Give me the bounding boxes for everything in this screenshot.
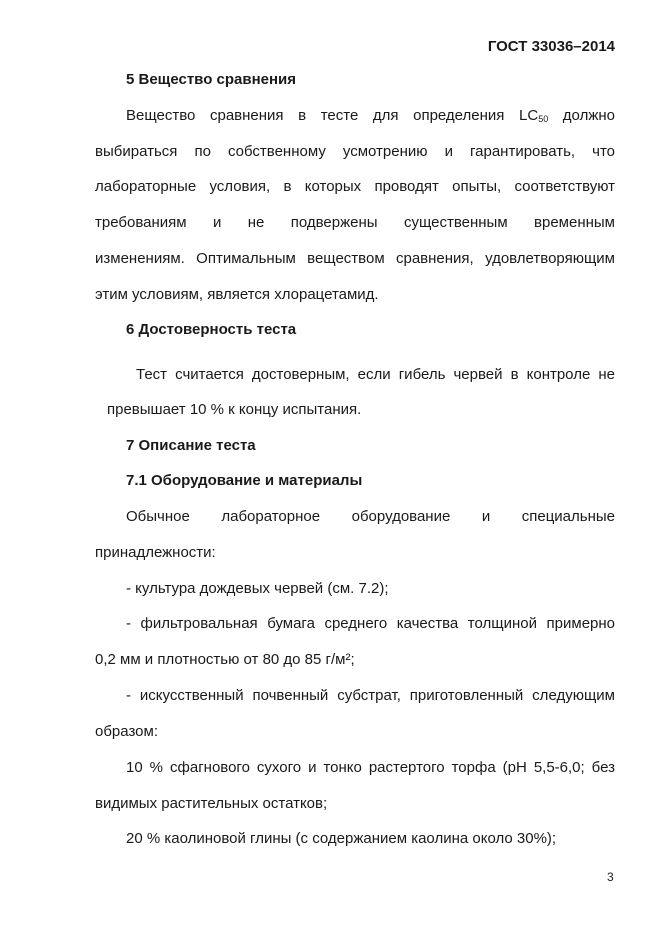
section-7-heading: 7 Описание теста: [126, 437, 256, 454]
paragraph-line: Обычное лабораторное оборудование и специальные: [126, 508, 615, 525]
subscript: 50: [538, 114, 549, 124]
section-6-heading: 6 Достоверность теста: [126, 321, 297, 338]
paragraph-line: лабораторные условия, в которых проводят опыты, соответствуют: [95, 178, 615, 195]
list-item: - культура дождевых червей (см. 7.2);: [126, 580, 389, 597]
page-number: 3: [607, 870, 614, 884]
section-7-1-heading: 7.1 Оборудование и материалы: [126, 472, 363, 489]
paragraph-line: Тест считается достоверным, если гибель червей в контроле не: [136, 366, 615, 383]
paragraph-line: требованиям и не подвержены существенным временным: [95, 214, 615, 231]
paragraph-line: 0,2 мм и плотностью от 80 до 85 г/м²;: [95, 651, 355, 668]
paragraph-line: [126, 107, 615, 124]
paragraph-line: этим условиям, является хлорацетамид.: [95, 286, 379, 303]
paragraph-line: изменениям. Оптимальным веществом сравнения, удовлетворяющим: [95, 250, 615, 267]
paragraph-line: 10 % сфагнового сухого и тонко растертого торфа (рН 5,5-6,0; без: [126, 759, 615, 776]
paragraph-line: принадлежности:: [95, 544, 216, 561]
section-5-heading: 5 Вещество сравнения: [126, 71, 297, 88]
paragraph-line: выбираться по собственному усмотрению и гарантировать, что: [95, 143, 615, 160]
paragraph-line: превышает 10 % к концу испытания.: [107, 401, 362, 418]
paragraph-line: видимых растительных остатков;: [95, 795, 328, 812]
list-item: - искусственный почвенный субстрат, приготовленный следующим: [126, 687, 615, 704]
text-fragment: должно: [548, 107, 615, 124]
text-fragment: Вещество сравнения в тесте для определения LC: [126, 107, 539, 124]
document-id: ГОСТ 33036–2014: [487, 38, 615, 55]
paragraph-line: образом:: [95, 723, 158, 740]
list-item: - фильтровальная бумага среднего качества толщиной примерно: [126, 615, 615, 632]
paragraph-line: 20 % каолиновой глины (с содержанием каолина около 30%);: [126, 830, 557, 847]
